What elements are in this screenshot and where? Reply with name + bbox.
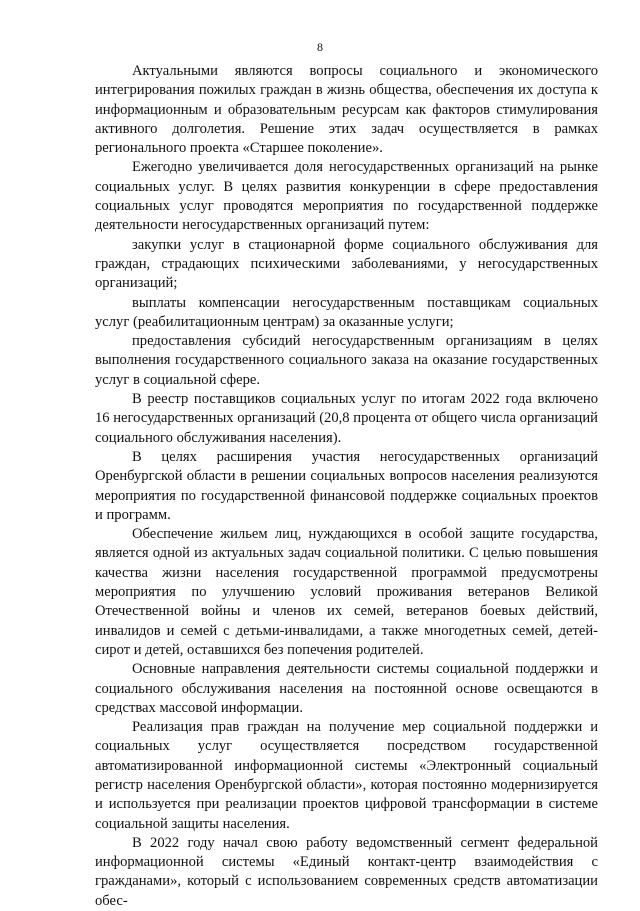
page-number: 8 <box>317 40 323 54</box>
paragraph-housing: Обеспечение жильем лиц, нуждающихся в особой защите государства, является одной из актуальных задач социальной политики. С целью повышения качества жизни населения государственной программой предусмотрены мероприятия по улучшению условий проживания ветеранов Великой Отечественной войны и членов их семей, ветеранов боевых действий, инвалидов и семей с детьми-инвалидами, а также многодетных семей, детей-сирот и детей, оставшихся без попечения родителей. <box>95 526 598 658</box>
paragraph-registry: В реестр поставщиков социальных услуг по итогам 2022 года включено 16 негосударственных организаций (20,8 процента от общего числа организаций социального обслуживания населения). <box>95 391 598 446</box>
document-body <box>95 62 598 911</box>
paragraph-subsidies-item: предоставления субсидий негосударственным организациям в целях выполнения государственного социального заказа на оказание государственных услуг в социальной сфере. <box>95 333 598 388</box>
paragraph-social-register: Реализация прав граждан на получение мер социальной поддержки и социальных услуг осуществляется посредством государственной автоматизированной информационной системы «Электронный социальный регистр населения Оренбургской области», которая постоянно модернизируется и используется при реализации проектов цифровой трансформации в системе социальной защиты населения. <box>95 719 598 832</box>
paragraph-contact-center: В 2022 году начал свою работу ведомственный сегмент федеральной информационной системы «Единый контакт-центр взаимодействия с гражданами», который с использованием современных средств автоматизации обес- <box>95 834 598 909</box>
paragraph-procurement-item: закупки услуг в стационарной форме социального обслуживания для граждан, страдающих психическими заболеваниями, у негосударственных организаций; <box>95 236 598 292</box>
paragraph-media-coverage: Основные направления деятельности системы социальной поддержки и социального обслуживания населения на постоянной основе освещаются в средствах массовой информации. <box>95 661 598 716</box>
paragraph-compensation-item: выплаты компенсации негосударственным поставщикам социальных услуг (реабилитационным центрам) за оказанные услуги; <box>95 294 598 330</box>
paragraph-participation: В целях расширения участия негосударственных организаций Оренбургской области в решении социальных вопросов населения реализуются мероприятия по государственной финансовой поддержке социальных проектов и программ. <box>95 448 598 523</box>
paragraph-nongovernmental-share: Ежегодно увеличивается доля негосударственных организаций на рынке социальных услуг. В целях развития конкуренции в сфере предоставления социальных услуг проводятся мероприятия по государственной поддержке деятельности негосударственных организаций путем: <box>95 159 598 234</box>
paragraph-active-longevity: Актуальными являются вопросы социального и экономического интегрирования пожилых граждан в жизнь общества, обеспечения их доступа к информационным и образовательным ресурсам как факторов стимулирования активного долголетия. Решение этих задач осуществляется в рамках регионального проекта «Старшее поколение». <box>95 63 598 157</box>
